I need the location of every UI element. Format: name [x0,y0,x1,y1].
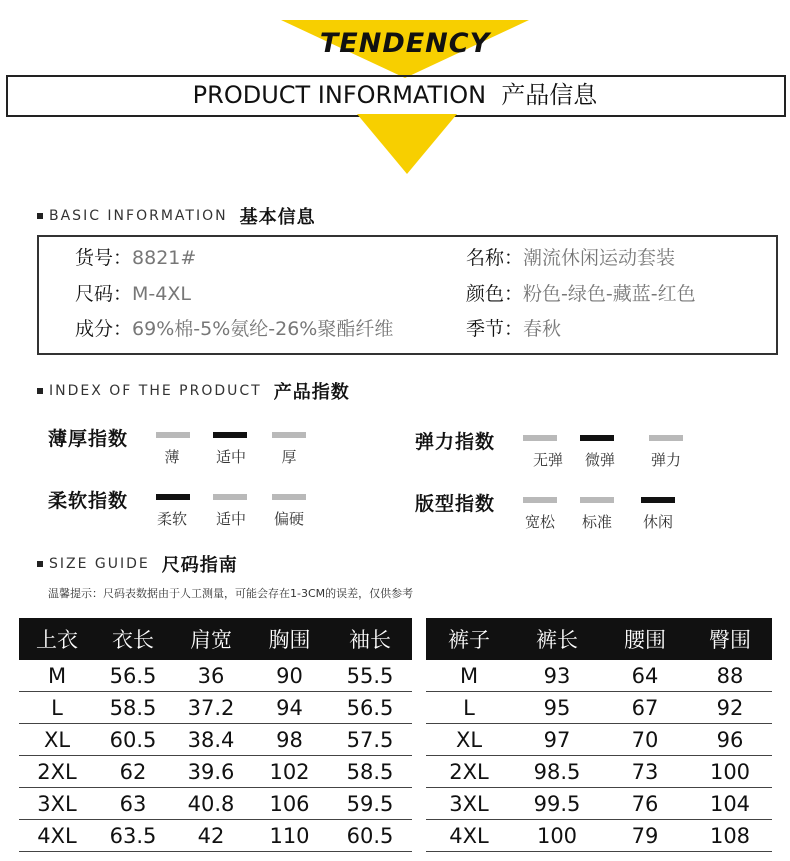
table-header-row [19,618,412,660]
index-bar-fit-2 [641,497,675,503]
table-cell: 79 [602,820,688,852]
table-cell: 106 [251,788,328,820]
index-bar-softness-0 [156,494,190,500]
table-cell: 64 [602,660,688,692]
index-bar-thickness-2 [272,432,306,438]
index-bar-thickness-1 [213,432,247,438]
info-label: 货号： [75,247,133,269]
info-label: 名称： [466,247,524,269]
table-cell: 93 [512,660,602,692]
table-row [19,820,412,852]
table-header-cell: 上衣 [19,618,95,660]
table-row [426,724,772,756]
table-header-cell: 腰围 [602,618,688,660]
table-row [19,756,412,788]
table-row [426,660,772,692]
index-option-label: 微弹 [584,451,615,469]
brand-logo: TENDENCY [319,28,491,59]
header-triangle-bottom [357,114,457,174]
section-heading-size [37,553,238,575]
table-cell: 70 [602,724,688,756]
table-cell: 102 [251,756,328,788]
table-cell: 4XL [426,820,512,852]
table-cell: 40.8 [171,788,251,820]
table-cell: 63.5 [95,820,171,852]
table-cell: M [426,660,512,692]
info-value: 春秋 [523,318,562,340]
index-bar-fit-0 [523,497,557,503]
table-cell: 3XL [426,788,512,820]
index-option-label: 厚 [281,448,297,466]
info-label: 颜色： [466,283,524,305]
table-cell: 55.5 [328,660,412,692]
table-cell: 108 [688,820,772,852]
info-value: 69%棉-5%氨纶-26%聚酯纤维 [132,318,394,340]
table-cell: 63 [95,788,171,820]
bullet-square-icon [37,388,43,394]
section-heading-cn: 产品指数 [273,382,350,403]
index-bar-elasticity-2 [649,435,683,441]
index-bar-elasticity-1 [580,435,614,441]
table-cell: 95 [512,692,602,724]
table-cell: 76 [602,788,688,820]
table-cell: 100 [512,820,602,852]
table-cell: 2XL [426,756,512,788]
table-cell: 56.5 [328,692,412,724]
section-heading-en: BASIC INFORMATION [49,208,228,224]
table-cell: 58.5 [95,692,171,724]
table-cell: 39.6 [171,756,251,788]
table-cell: 36 [171,660,251,692]
info-item-material [75,314,393,344]
table-row [19,724,412,756]
table-header-cell: 胸围 [251,618,328,660]
info-item-season [466,314,561,344]
section-heading-en: SIZE GUIDE [49,556,150,572]
table-cell: 96 [688,724,772,756]
table-cell: 99.5 [512,788,602,820]
table-row [426,820,772,852]
info-item-sku [75,243,196,273]
info-value: 潮流休闲运动套装 [523,247,676,269]
table-cell: XL [19,724,95,756]
index-title-fit: 版型指数 [415,493,496,515]
info-value: M-4XL [132,283,191,305]
table-cell: L [426,692,512,724]
index-option-label: 弹力 [650,451,681,469]
table-row [426,788,772,820]
table-cell: 98 [251,724,328,756]
table-header-cell: 袖长 [328,618,412,660]
table-cell: 60.5 [328,820,412,852]
table-cell: 42 [171,820,251,852]
size-note: 温馨提示：尺码表数据由于人工测量，可能会存在1-3CM的误差，仅供参考 [48,587,414,600]
table-cell: 56.5 [95,660,171,692]
table-header-cell: 裤长 [512,618,602,660]
section-heading-index [37,380,350,402]
info-value: 粉色-绿色-藏蓝-红色 [523,283,696,305]
index-option-label: 适中 [215,448,246,466]
table-cell: 92 [688,692,772,724]
index-option-label: 无弹 [532,451,563,469]
info-item-size [75,279,191,309]
table-cell: 110 [251,820,328,852]
index-option-label: 宽松 [524,513,555,531]
table-header-cell: 肩宽 [171,618,251,660]
table-cell: 94 [251,692,328,724]
section-heading-cn: 尺码指南 [161,555,238,576]
info-label: 尺码： [75,283,133,305]
info-label: 季节： [466,318,524,340]
table-row [426,692,772,724]
index-title-elasticity: 弹力指数 [415,431,496,453]
table-cell: 4XL [19,820,95,852]
info-item-name [466,243,675,273]
table-cell: L [19,692,95,724]
index-title-thickness: 薄厚指数 [48,428,129,450]
index-bar-softness-1 [213,494,247,500]
table-cell: 57.5 [328,724,412,756]
bullet-square-icon [37,561,43,567]
table-cell: 37.2 [171,692,251,724]
index-option-label: 标准 [581,513,612,531]
index-title-softness: 柔软指数 [48,490,129,512]
table-row [19,788,412,820]
info-item-color [466,279,696,309]
bullet-square-icon [37,213,43,219]
table-cell: 98.5 [512,756,602,788]
table-row [426,756,772,788]
index-option-label: 偏硬 [273,510,304,528]
table-row [19,660,412,692]
table-cell: 90 [251,660,328,692]
section-heading-basic [37,205,316,227]
table-cell: 97 [512,724,602,756]
table-cell: 88 [688,660,772,692]
index-bar-thickness-0 [156,432,190,438]
section-heading-cn: 基本信息 [239,207,316,228]
info-label: 成分： [75,318,133,340]
table-cell: XL [426,724,512,756]
table-cell: 59.5 [328,788,412,820]
table-cell: 67 [602,692,688,724]
table-cell: 60.5 [95,724,171,756]
table-cell: 73 [602,756,688,788]
index-option-label: 薄 [164,448,180,466]
table-header-cell: 衣长 [95,618,171,660]
index-option-label: 柔软 [156,510,187,528]
page-title: PRODUCT INFORMATION 产品信息 [192,81,598,109]
index-bar-elasticity-0 [523,435,557,441]
table-cell: 104 [688,788,772,820]
table-header-cell: 臀围 [688,618,772,660]
table-header-row [426,618,772,660]
table-header-cell: 裤子 [426,618,512,660]
index-option-label: 适中 [215,510,246,528]
info-value: 8821# [132,247,197,269]
table-cell: 38.4 [171,724,251,756]
table-cell: 100 [688,756,772,788]
table-row [19,692,412,724]
table-cell: 2XL [19,756,95,788]
table-cell: M [19,660,95,692]
section-heading-en: INDEX OF THE PRODUCT [49,383,262,399]
top-size-table [19,618,412,852]
table-cell: 58.5 [328,756,412,788]
pants-size-table [426,618,772,852]
index-option-label: 休闲 [642,513,673,531]
table-cell: 62 [95,756,171,788]
table-cell: 3XL [19,788,95,820]
index-bar-fit-1 [580,497,614,503]
index-bar-softness-2 [272,494,306,500]
